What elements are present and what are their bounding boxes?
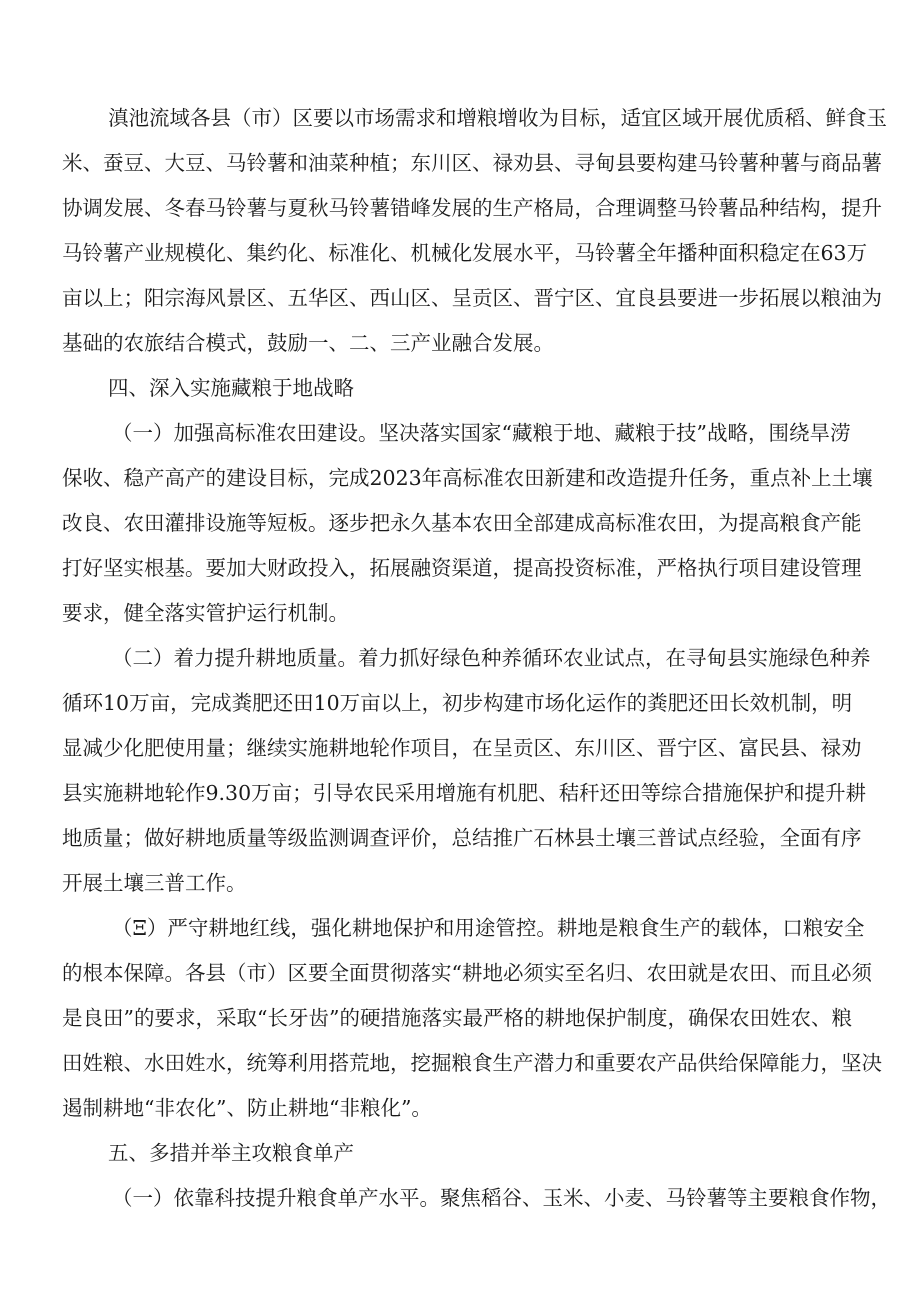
paragraph-line: 协调发展、冬春马铃薯与夏秋马铃薯错峰发展的生产格局，合理调整马铃薯品种结构，提升 bbox=[62, 196, 882, 220]
paragraph-line: 县实施耕地轮作9.30万亩；引导农民采用增施有机肥、秸秆还田等综合措施保护和提升耕 bbox=[62, 781, 867, 805]
paragraph-line: （一）加强高标准农田建设。坚决落实国家“藏粮于地、藏粮于技”战略，围绕旱涝 bbox=[112, 421, 851, 445]
paragraph-line: 的根本保障。各县（市）区要全面贯彻落实“耕地必须实至名归、农田就是农田、而且必须 bbox=[62, 961, 872, 985]
paragraph-line: 基础的农旅结合模式，鼓励一、二、三产业融合发展。 bbox=[62, 331, 554, 355]
paragraph-line: 田姓粮、水田姓水，统筹利用搭荒地，挖掘粮食生产潜力和重要农产品供给保障能力，坚决 bbox=[62, 1051, 882, 1075]
paragraph-line: 遏制耕地“非农化”、防止耕地“非粮化”。 bbox=[62, 1096, 432, 1120]
paragraph-line: 循环10万亩，完成粪肥还田10万亩以上，初步构建市场化运作的粪肥还田长效机制，明 bbox=[62, 691, 853, 715]
paragraph-line: 滇池流域各县（市）区要以市场需求和增粮增收为目标，适宜区域开展优质稻、鲜食玉 bbox=[108, 106, 887, 130]
paragraph-line: 显减少化肥使用量；继续实施耕地轮作项目，在呈贡区、东川区、晋宁区、富民县、禄劝 bbox=[62, 736, 862, 760]
paragraph-line: 保收、稳产高产的建设目标，完成2023年高标准农田新建和改造提升任务，重点补上土壤 bbox=[62, 466, 873, 490]
paragraph-line: 要求，健全落实管护运行机制。 bbox=[62, 601, 349, 625]
paragraph-line: 地质量；做好耕地质量等级监测调查评价，总结推广石林县土壤三普试点经验，全面有序 bbox=[62, 826, 862, 850]
section-heading: 五、多措并举主攻粮食单产 bbox=[108, 1141, 354, 1165]
paragraph-line: 亩以上；阳宗海风景区、五华区、西山区、呈贡区、晋宁区、宜良县要进一步拓展以粮油为 bbox=[62, 286, 882, 310]
paragraph-line: （二）着力提升耕地质量。着力抓好绿色种养循环农业试点，在寻甸县实施绿色种养 bbox=[112, 646, 871, 670]
paragraph-line: 改良、农田灌排设施等短板。逐步把永久基本农田全部建成高标准农田，为提高粮食产能 bbox=[62, 511, 862, 535]
paragraph-line: 马铃薯产业规模化、集约化、标准化、机械化发展水平，马铃薯全年播种面积稳定在63万 bbox=[62, 241, 868, 265]
paragraph-line: 打好坚实根基。要加大财政投入，拓展融资渠道，提高投资标准，严格执行项目建设管理 bbox=[62, 556, 862, 580]
paragraph-line: 米、蚕豆、大豆、马铃薯和油菜种植；东川区、禄劝县、寻甸县要构建马铃薯种薯与商品薯 bbox=[62, 151, 882, 175]
paragraph-line: （一）依靠科技提升粮食单产水平。聚焦稻谷、玉米、小麦、马铃薯等主要粮食作物， bbox=[112, 1186, 891, 1210]
paragraph-line: 开展土壤三普工作。 bbox=[62, 871, 247, 895]
paragraph-line: （Ξ）严守耕地红线，强化耕地保护和用途管控。耕地是粮食生产的载体，口粮安全 bbox=[112, 916, 865, 940]
section-heading: 四、深入实施藏粮于地战略 bbox=[108, 376, 354, 400]
paragraph-line: 是良田”的要求，采取“长牙齿”的硬措施落实最严格的耕地保护制度，确保农田姓农、粮 bbox=[62, 1006, 852, 1030]
